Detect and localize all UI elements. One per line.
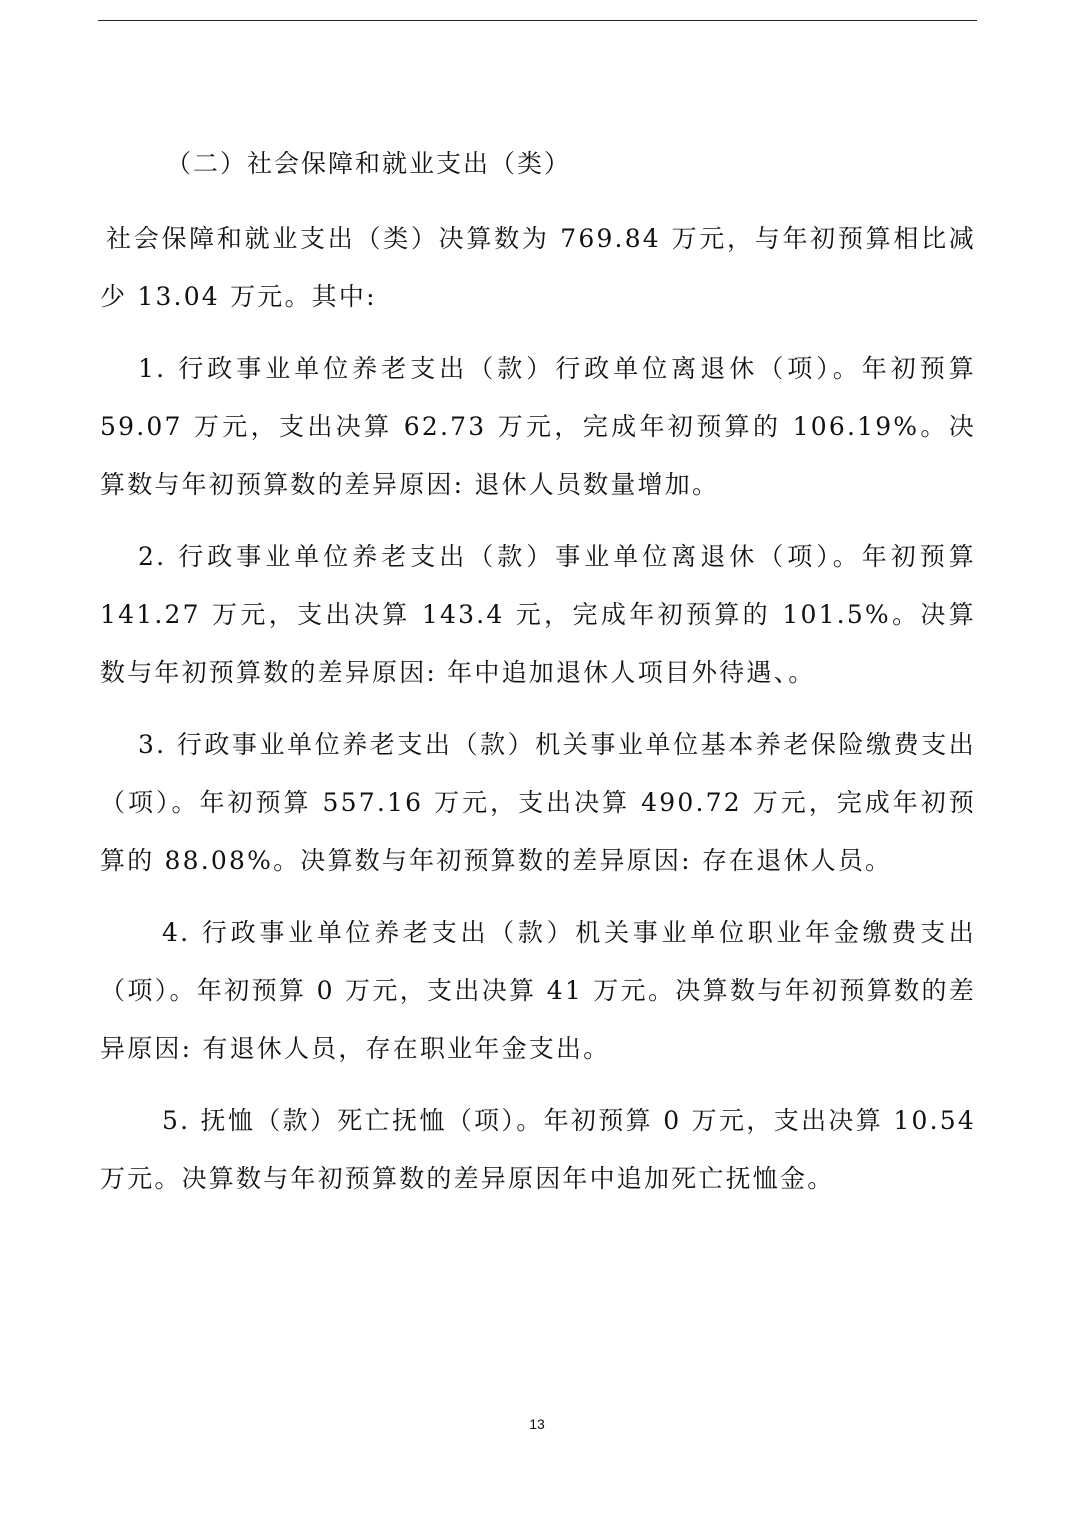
page-number: 13	[529, 1416, 545, 1432]
document-body	[100, 138, 976, 1222]
item-paragraph-3: 3. 行政事业单位养老支出（款）机关事业单位基本养老保险缴费支出（项）。年初预算 557.16 万元，支出决算 490.72 万元，完成年初预算的 88.08%。决算数与年初预算数的差异原因: 存在退休人员。	[100, 730, 976, 875]
item-paragraph-4: 4. 行政事业单位养老支出（款）机关事业单位职业年金缴费支出（项）。年初预算 0 万元，支出决算 41 万元。决算数与年初预算数的差异原因: 有退休人员，存在职业年金支出。	[100, 918, 976, 1063]
intro-paragraph: 社会保障和就业支出（类）决算数为 769.84 万元，与年初预算相比减少 13.04 万元。其中:	[100, 224, 976, 311]
item-paragraph-1: 1. 行政事业单位养老支出（款）行政单位离退休（项）。年初预算59.07 万元，支出决算 62.73 万元，完成年初预算的 106.19%。决算数与年初预算数的差异原因: 退休人员数量增加。	[100, 354, 976, 499]
item-paragraph-2: 2. 行政事业单位养老支出（款）事业单位离退休（项）。年初预算141.27 万元，支出决算 143.4 元，完成年初预算的 101.5%。决算数与年初预算数的差异原因: 年中追加退休人项目外待遇、。	[100, 542, 976, 687]
item-paragraph-5: 5. 抚恤（款）死亡抚恤（项）。年初预算 0 万元，支出决算 10.54万元。决算数与年初预算数的差异原因年中追加死亡抚恤金。	[100, 1106, 976, 1193]
header-rule	[98, 20, 977, 21]
section-heading: （二）社会保障和就业支出（类）	[166, 149, 572, 178]
